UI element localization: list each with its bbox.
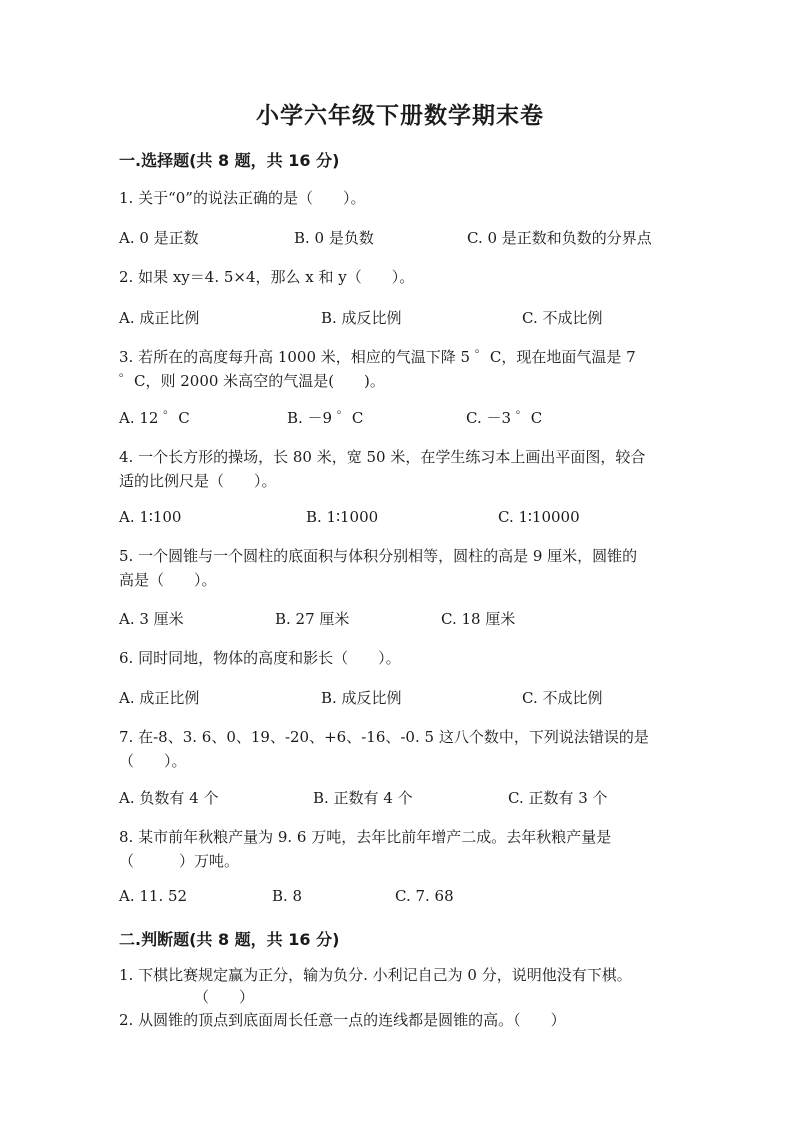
question-4 bbox=[119, 445, 679, 493]
option-c: C. 7. 68 bbox=[395, 887, 454, 905]
options-row bbox=[119, 608, 719, 630]
question-1 bbox=[119, 186, 679, 210]
question-text: 8. 某市前年秋粮产量为 9. 6 万吨，去年比前年增产二成。去年秋粮产量是 bbox=[119, 828, 612, 846]
option-a: A. 成正比例 bbox=[119, 309, 200, 327]
option-b: B. 成反比例 bbox=[321, 689, 402, 707]
judgement-question-1 bbox=[119, 964, 679, 1008]
question-text: 7. 在-8、3. 6、0、19、-20、+6、-16、-0. 5 这八个数中，下列说法错误的是 bbox=[119, 728, 649, 746]
option-b: B. －9 ゜C bbox=[287, 409, 364, 427]
question-text: 1. 下棋比赛规定赢为正分，输为负分. 小利记自己为 0 分，说明他没有下棋。 bbox=[119, 966, 632, 984]
option-b: B. 正数有 4 个 bbox=[313, 789, 413, 807]
option-a: A. 1∶100 bbox=[119, 508, 182, 526]
question-text: 3. 若所在的高度每升高 1000 米，相应的气温下降 5 ゜C，现在地面气温是 7 bbox=[119, 348, 636, 366]
section-heading-true-false: 二.判断题(共 8 题，共 16 分) bbox=[119, 930, 340, 949]
option-c: C. 18 厘米 bbox=[441, 610, 516, 628]
question-text: 5. 一个圆锥与一个圆柱的底面积与体积分别相等，圆柱的高是 9 厘米，圆锥的 bbox=[119, 547, 638, 565]
question-text: 1. 关于“0”的说法正确的是（ ）。 bbox=[119, 189, 366, 207]
option-c: C. 正数有 3 个 bbox=[508, 789, 608, 807]
question-text: ゜C，则 2000 米高空的气温是( )。 bbox=[119, 372, 385, 390]
answer-parentheses: （ ） bbox=[194, 988, 255, 1006]
option-c: C. 0 是正数和负数的分界点 bbox=[467, 229, 652, 247]
question-text: 2. 如果 xy＝4. 5×4，那么 x 和 y（ ）。 bbox=[119, 268, 415, 286]
question-text: 适的比例尺是（ ）。 bbox=[119, 472, 277, 490]
question-5 bbox=[119, 544, 679, 592]
question-text: 2. 从圆锥的顶点到底面周长任意一点的连线都是圆锥的高。（ ） bbox=[119, 1011, 566, 1029]
options-row bbox=[119, 307, 719, 329]
option-a: A. 0 是正数 bbox=[119, 229, 199, 247]
page-title: 小学六年级下册数学期末卷 bbox=[256, 103, 544, 129]
question-text: 6. 同时同地，物体的高度和影长（ ）。 bbox=[119, 649, 401, 667]
option-a: A. 负数有 4 个 bbox=[119, 789, 219, 807]
question-3 bbox=[119, 345, 679, 393]
question-text: （ ）。 bbox=[119, 752, 187, 770]
options-row bbox=[119, 508, 719, 530]
option-c: C. 1∶10000 bbox=[498, 508, 580, 526]
option-b: B. 成反比例 bbox=[321, 309, 402, 327]
option-c: C. 不成比例 bbox=[522, 309, 603, 327]
question-7 bbox=[119, 725, 679, 773]
options-row bbox=[119, 787, 719, 809]
option-b: B. 0 是负数 bbox=[294, 229, 374, 247]
options-row bbox=[119, 687, 719, 709]
option-a: A. 11. 52 bbox=[119, 887, 188, 905]
option-b: B. 8 bbox=[272, 887, 303, 905]
options-row bbox=[119, 227, 719, 249]
question-6 bbox=[119, 646, 679, 670]
question-2 bbox=[119, 265, 679, 289]
option-c: C. 不成比例 bbox=[522, 689, 603, 707]
options-row bbox=[119, 407, 719, 429]
question-8 bbox=[119, 825, 679, 873]
option-a: A. 成正比例 bbox=[119, 689, 200, 707]
option-b: B. 27 厘米 bbox=[275, 610, 350, 628]
option-c: C. －3 ゜C bbox=[466, 409, 543, 427]
options-row bbox=[119, 887, 719, 909]
question-text: （ ）万吨。 bbox=[119, 852, 240, 870]
question-text: 4. 一个长方形的操场，长 80 米，宽 50 米，在学生练习本上画出平面图，较合 bbox=[119, 448, 646, 466]
option-a: A. 3 厘米 bbox=[119, 610, 184, 628]
option-a: A. 12 ゜C bbox=[119, 409, 190, 427]
section-heading-multiple-choice: 一.选择题(共 8 题，共 16 分) bbox=[119, 151, 340, 170]
option-b: B. 1∶1000 bbox=[306, 508, 379, 526]
question-text: 高是（ ）。 bbox=[119, 571, 217, 589]
judgement-question-2 bbox=[119, 1008, 679, 1032]
